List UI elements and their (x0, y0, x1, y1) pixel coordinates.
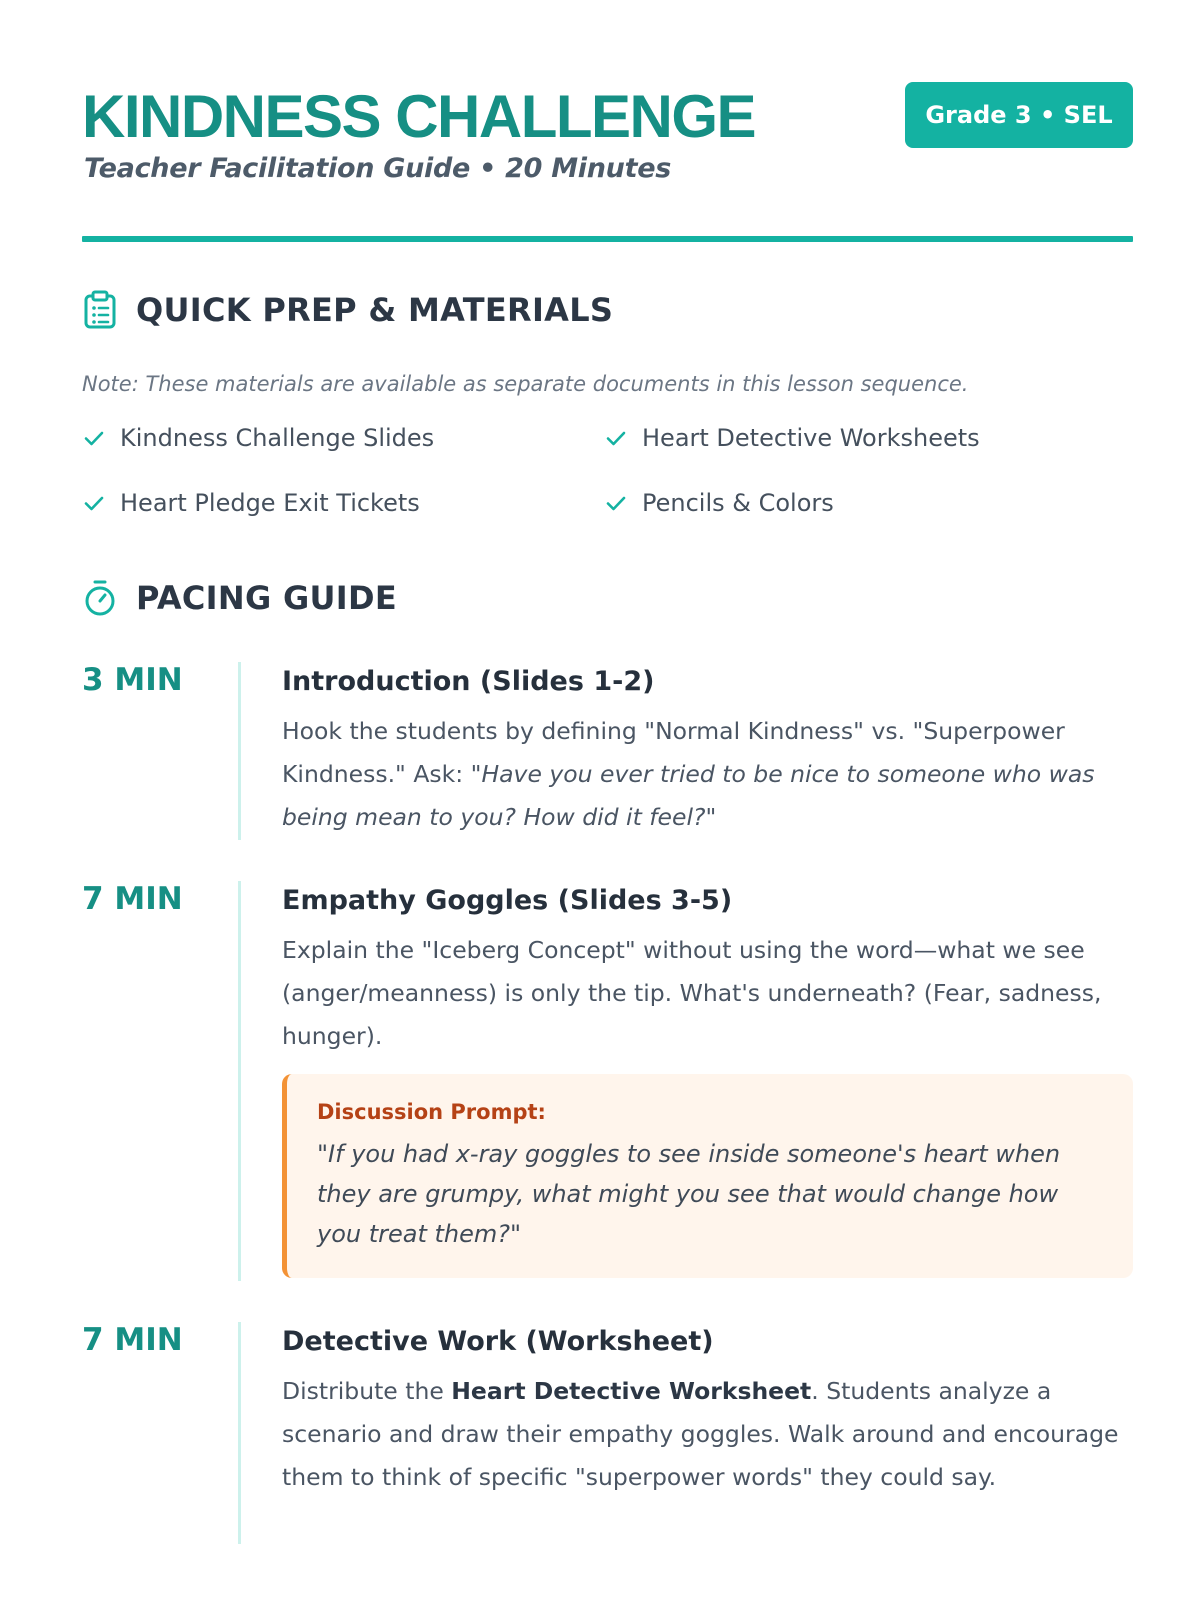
page-title: KINDNESS CHALLENGE (82, 83, 756, 150)
pacing-content (282, 1322, 1133, 1499)
header-divider (82, 236, 1133, 242)
pacing-row (82, 881, 1133, 1281)
stopwatch-icon (82, 578, 118, 618)
material-item (82, 489, 420, 517)
pacing-description (282, 1370, 1133, 1499)
pacing-description (282, 710, 1133, 839)
timeline-line (238, 881, 241, 1281)
material-item (82, 424, 434, 452)
pacing-heading: PACING GUIDE (136, 579, 398, 617)
pacing-title: Empathy Goggles (Slides 3-5) (282, 885, 733, 916)
facilitation-guide-page (82, 0, 1133, 1600)
material-item (604, 489, 834, 517)
callout-text: "If you had x-ray goggles to see inside someone's heart when they are grumpy, what might you see that would change how you treat them?" (317, 1140, 1061, 1248)
material-label: Pencils & Colors (642, 489, 834, 517)
material-item (604, 424, 980, 452)
pacing-row (82, 662, 1133, 842)
description-text: Distribute the (282, 1377, 452, 1405)
check-icon (82, 491, 106, 515)
pacing-description: Explain the "Iceberg Concept" without using the word—what we see (anger/meanness) is only the tip. What's underneath? (Fear, sadness, hunger). (282, 936, 1102, 1050)
pacing-title: Introduction (Slides 1-2) (282, 666, 655, 697)
pacing-time: 7 MIN (82, 1322, 183, 1358)
check-icon (604, 426, 628, 450)
description-text: . Students analyze a scenario and draw their empathy goggles. Walk around and encourage them to think of specific "superpower words" they could say. (282, 1377, 1119, 1491)
materials-note: Note: These materials are available as separate documents in this lesson sequence. (82, 372, 969, 396)
materials-section-header (82, 290, 613, 330)
pacing-content (282, 662, 1133, 839)
pacing-row (82, 1322, 1133, 1546)
description-text: Hook the students by defining "Normal Kindness" vs. "Superpower Kindness." Ask: (282, 717, 1065, 788)
material-label: Heart Pledge Exit Tickets (120, 489, 420, 517)
material-label: Heart Detective Worksheets (642, 424, 980, 452)
pacing-section-header (82, 578, 397, 618)
discussion-prompt-callout (282, 1074, 1133, 1278)
pacing-title: Detective Work (Worksheet) (282, 1326, 714, 1357)
timeline-line (238, 1322, 241, 1544)
worksheet-name: Heart Detective Worksheet (451, 1377, 812, 1405)
material-label: Kindness Challenge Slides (120, 424, 435, 452)
check-icon (82, 426, 106, 450)
timeline-line (238, 662, 241, 840)
clipboard-icon (82, 290, 118, 330)
page-subtitle: Teacher Facilitation Guide • 20 Minutes (84, 153, 671, 184)
pacing-time: 3 MIN (82, 662, 183, 698)
materials-heading: QUICK PREP & MATERIALS (136, 291, 614, 329)
pacing-time: 7 MIN (82, 881, 183, 917)
callout-label: Discussion Prompt: (317, 1100, 546, 1124)
grade-badge: Grade 3 • SEL (905, 82, 1133, 148)
pacing-content (282, 881, 1133, 1278)
description-question: "Have you ever tried to be nice to someone who was being mean to you? How did it feel?" (282, 760, 1095, 831)
check-icon (604, 491, 628, 515)
